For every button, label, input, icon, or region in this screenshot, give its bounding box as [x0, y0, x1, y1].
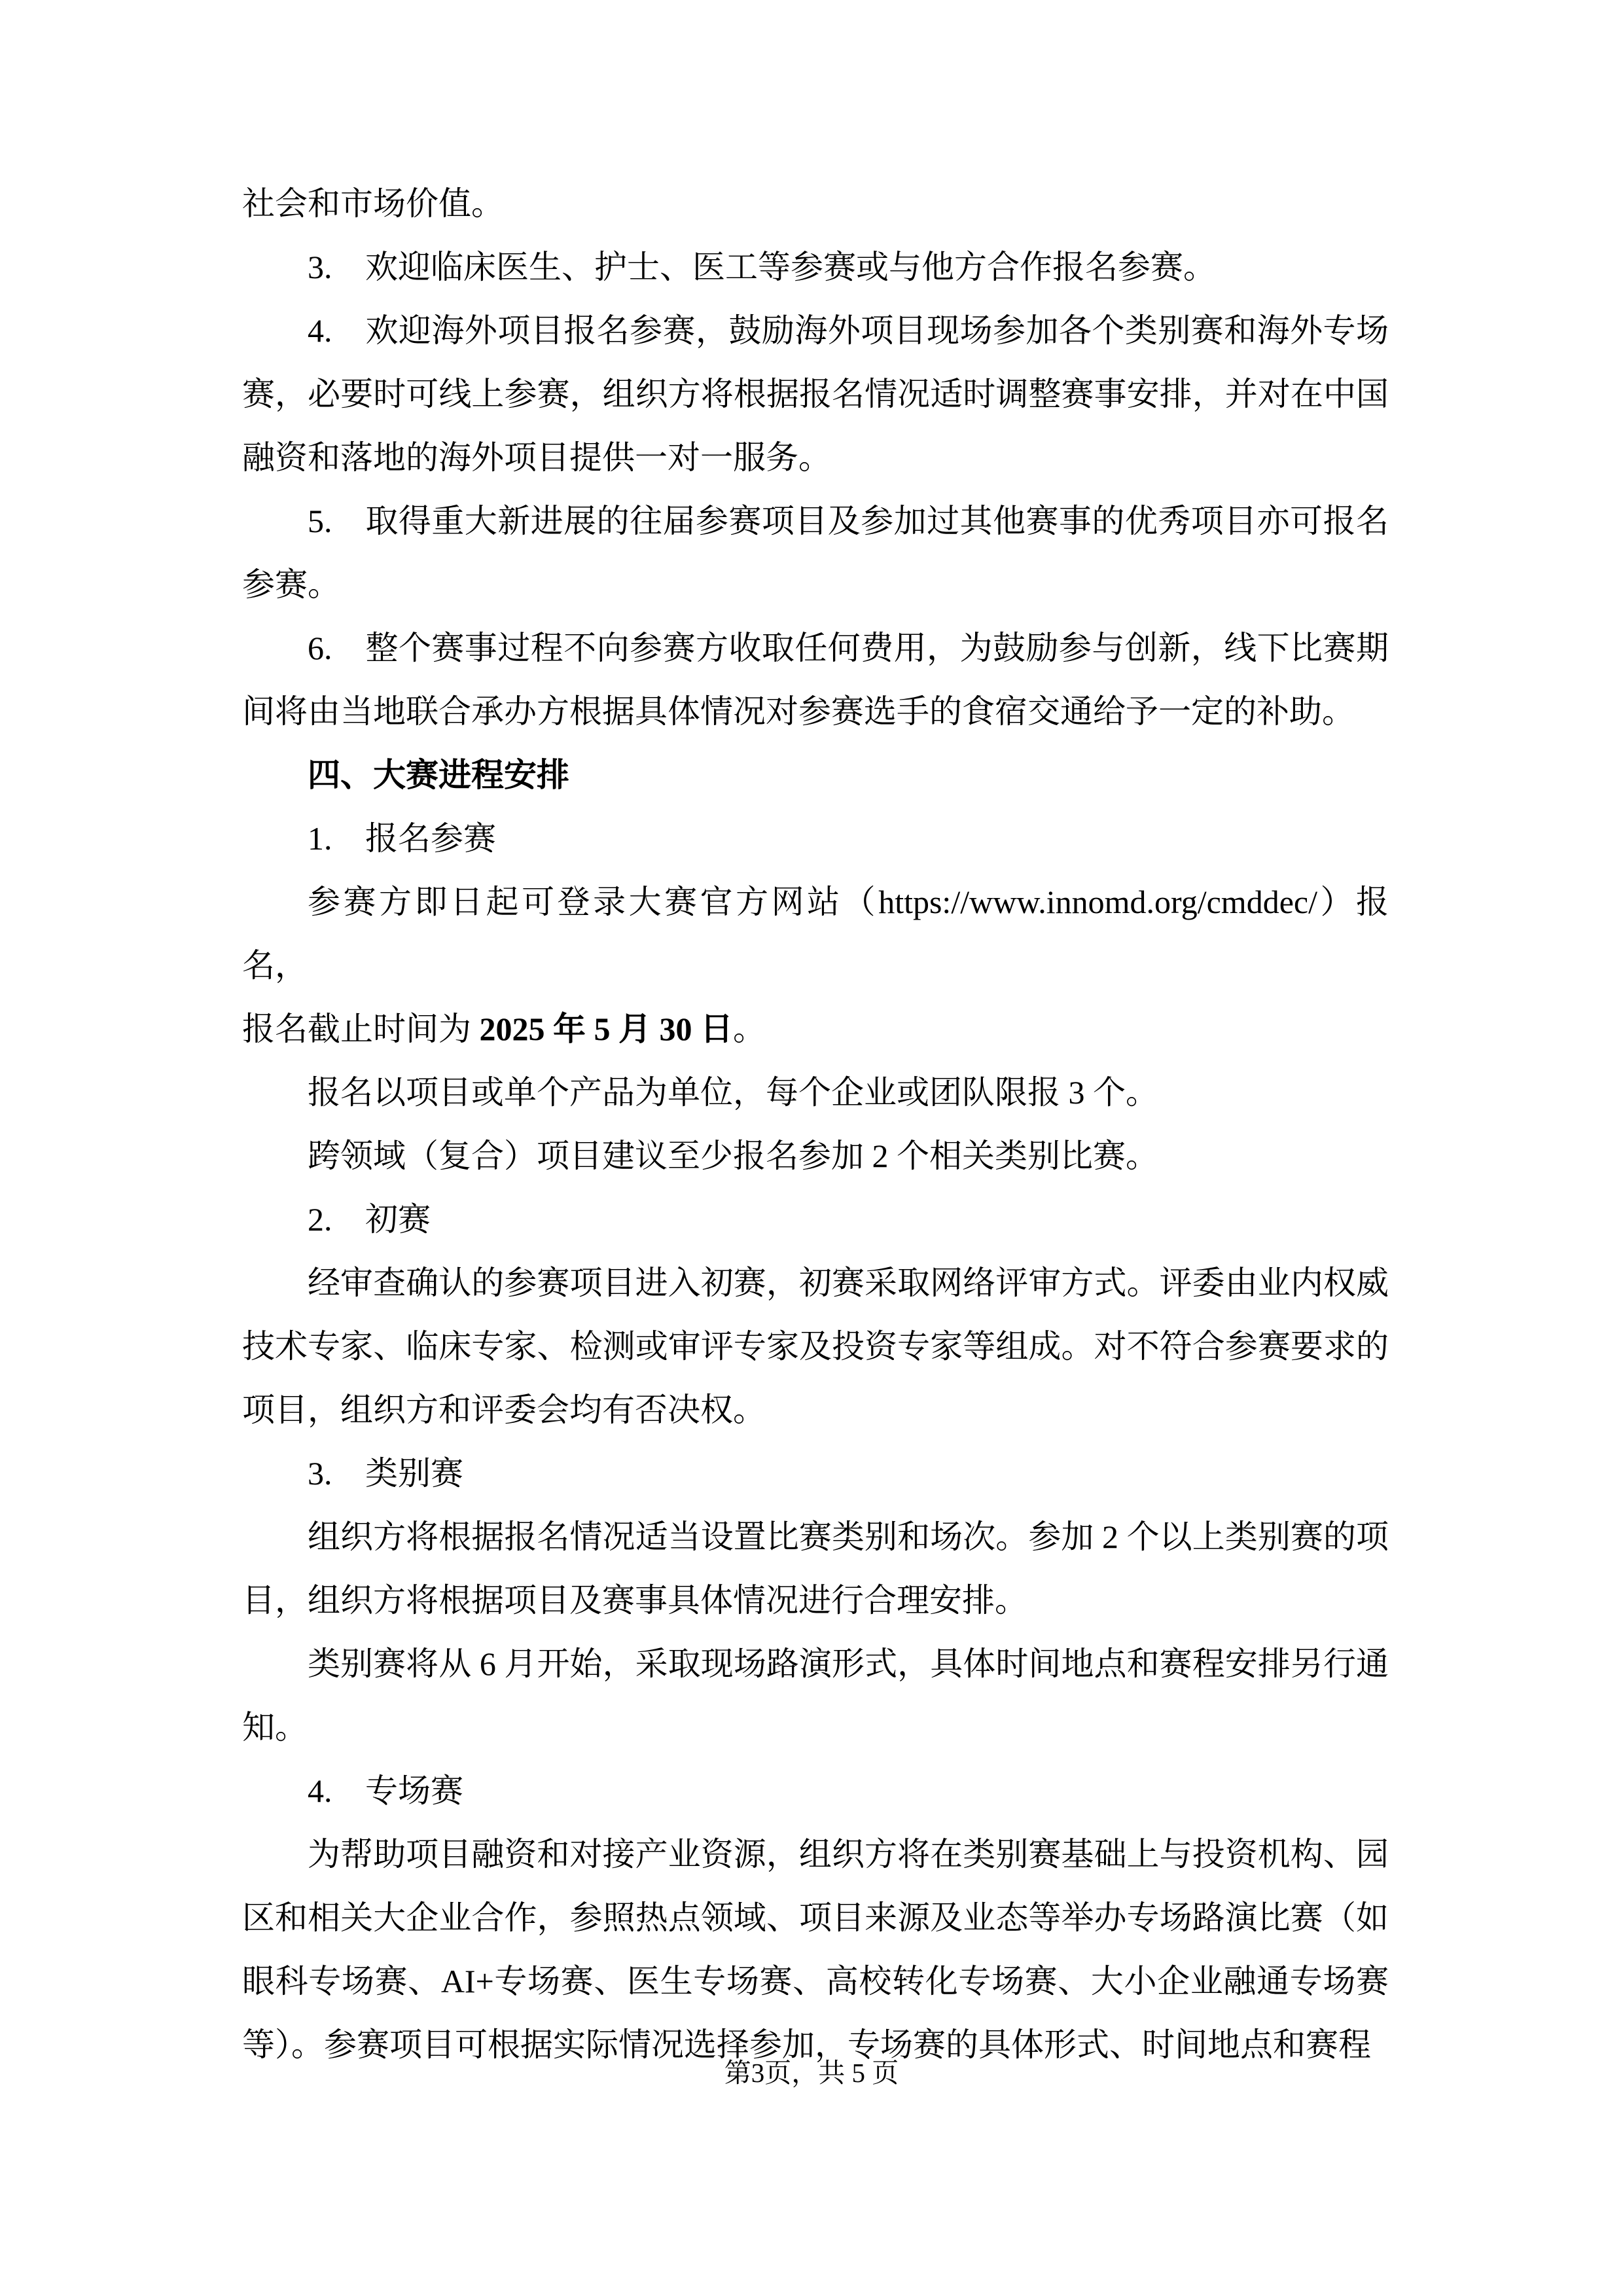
subsection-title: 初赛	[365, 1201, 431, 1238]
paragraph-category-schedule: 类别赛将从 6 月开始，采取现场路演形式，具体时间地点和赛程安排另行通知。	[242, 1645, 1389, 1746]
deadline-period: 。	[733, 1011, 766, 1047]
subsection-title: 类别赛	[365, 1455, 463, 1492]
subsection-3-category	[242, 1442, 1389, 1505]
list-number: 1.	[308, 820, 332, 857]
page-footer: 第3页，共 5 页	[724, 2058, 899, 2088]
subsection-4-special	[242, 1759, 1389, 1823]
paragraph-entry-limit: 报名以项目或单个产品为单位，每个企业或团队限报 3 个。	[308, 1074, 1158, 1111]
paragraph-cross-field: 跨领域（复合）项目建议至少报名参加 2 个相关类别比赛。	[308, 1138, 1158, 1174]
deadline-label: 报名截止时间为	[242, 1011, 480, 1047]
list-item-text: 欢迎临床医生、护士、医工等参赛或与他方合作报名参赛。	[365, 249, 1216, 285]
list-number: 2.	[308, 1201, 332, 1238]
list-item-5	[242, 490, 1389, 617]
list-number: 4.	[308, 312, 332, 349]
subsection-2-preliminary	[242, 1188, 1389, 1251]
subsection-title: 报名参赛	[365, 820, 496, 857]
list-item-4	[242, 299, 1389, 490]
paragraph-category-detail: 组织方将根据报名情况适当设置比赛类别和场次。参加 2 个以上类别赛的项目，组织方将根据项目及赛事具体情况进行合理安排。	[242, 1518, 1389, 1619]
list-item-3	[242, 236, 1389, 299]
list-item-text: 取得重大新进展的往届参赛项目及参加过其他赛事的优秀项目亦可报名参赛。	[242, 503, 1389, 603]
website-line: 参赛方即日起可登录大赛官方网站（https://www.innomd.org/cmddec/）报名，	[242, 884, 1389, 984]
paragraph-special-detail: 为帮助项目融资和对接产业资源，组织方将在类别赛基础上与投资机构、园区和相关大企业合作，参照热点领域、项目来源及业态等举办专场路演比赛（如眼科专场赛、AI+专场赛、医生专场赛、高校转化专场赛、大小企业融通专场赛等）。参赛项目可根据实际情况选择参加，专场赛的具体形式、时间地点和赛程	[242, 1836, 1389, 2063]
list-number: 3.	[308, 1455, 332, 1492]
paragraph-preliminary-detail: 经审查确认的参赛项目进入初赛，初赛采取网络评审方式。评委由业内权威技术专家、临床专家、检测或审评专家及投资专家等组成。对不符合参赛要求的项目，组织方和评委会均有否决权。	[242, 1265, 1389, 1428]
section-heading: 四、大赛进程安排	[308, 757, 569, 793]
subsection-1-signup	[242, 807, 1389, 870]
deadline-date: 2025 年 5 月 30 日	[479, 1011, 733, 1047]
list-item-6	[242, 617, 1389, 744]
paragraph-continuation: 社会和市场价值。	[242, 185, 504, 222]
list-item-text: 欢迎海外项目报名参赛，鼓励海外项目现场参加各个类别赛和海外专场赛，必要时可线上参赛，组织方将根据报名情况适时调整赛事安排，并对在中国融资和落地的海外项目提供一对一服务。	[242, 312, 1389, 476]
list-number: 3.	[308, 249, 332, 285]
list-number: 6.	[308, 630, 332, 666]
list-number: 5.	[308, 503, 332, 539]
subsection-title: 专场赛	[365, 1772, 463, 1809]
list-number: 4.	[308, 1772, 332, 1809]
paragraph-website-deadline	[242, 870, 1389, 1061]
list-item-text: 整个赛事过程不向参赛方收取任何费用，为鼓励参与创新，线下比赛期间将由当地联合承办方根据具体情况对参赛选手的食宿交通给予一定的补助。	[242, 630, 1389, 730]
document-body	[242, 172, 1389, 2077]
